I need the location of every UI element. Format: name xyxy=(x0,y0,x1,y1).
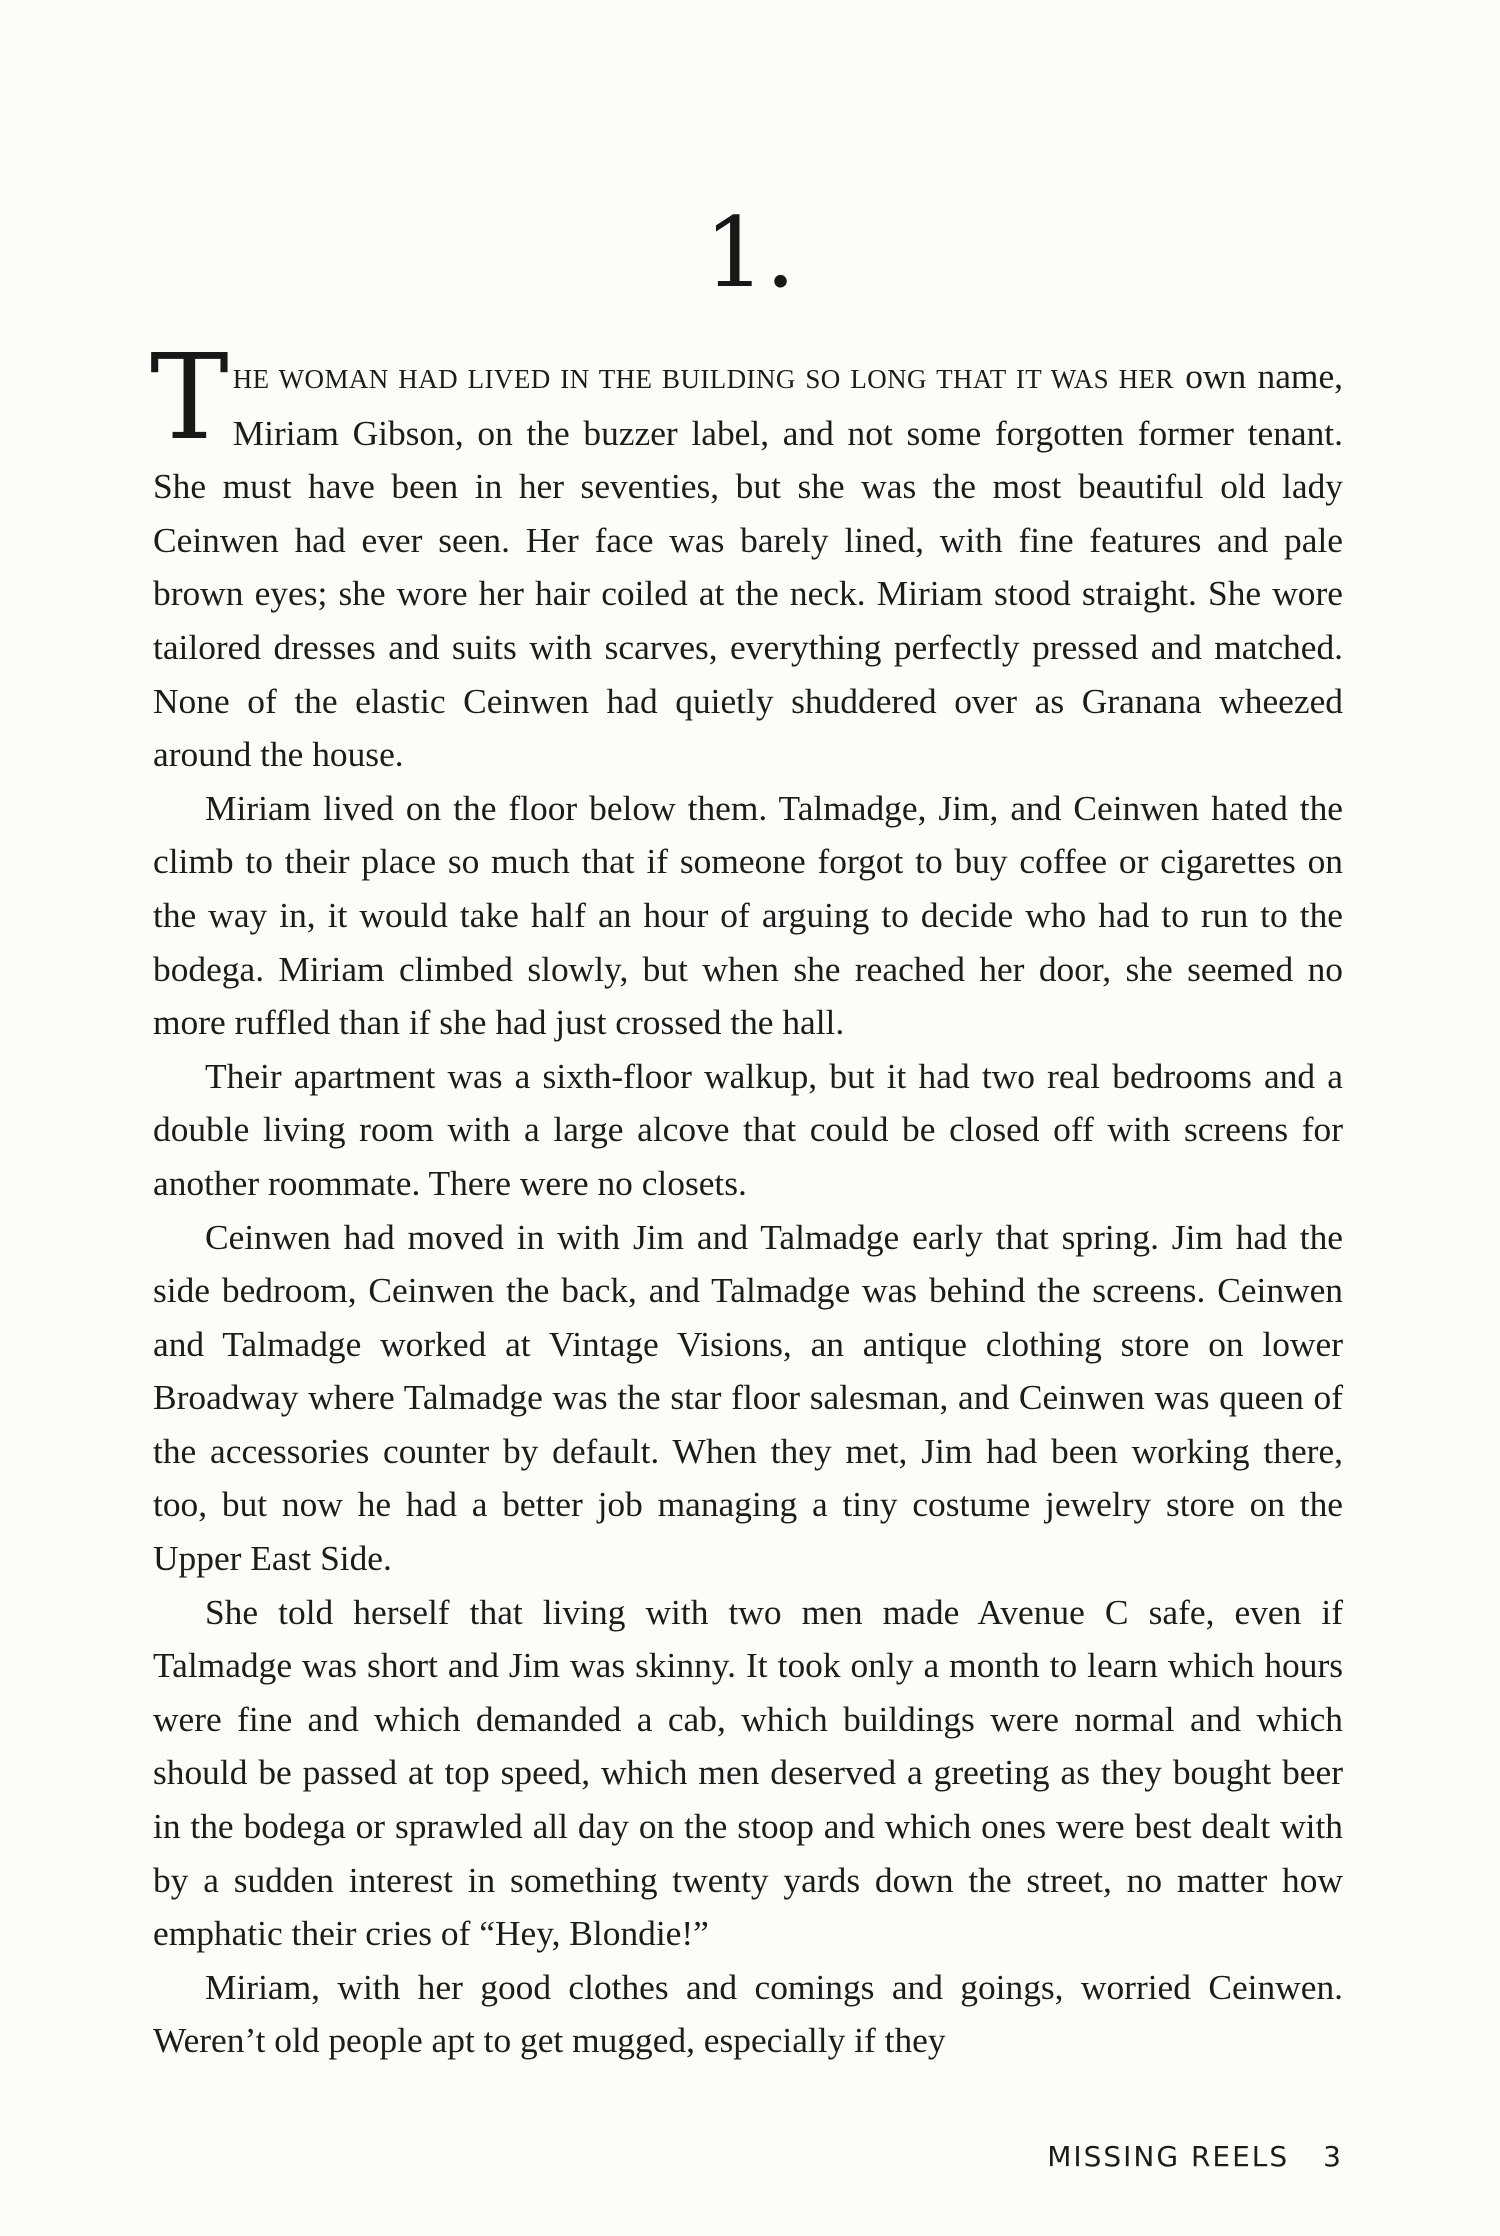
paragraph-2: Miriam lived on the floor below them. Talmadge, Jim, and Ceinwen hated the climb to their place so much that if someone forgot to buy coffee or cigarettes on the way in, it would take half an hour of arguing to decide who had to run to the bodega. Miriam climbed slowly, but when she reached her door, she seemed no more ruffled than if she had just crossed the hall. xyxy=(153,787,1343,1043)
running-title: MISSING REELS xyxy=(1047,2140,1290,2173)
paragraph-3: Their apartment was a sixth-floor walkup, but it had two real bedrooms and a double living room with a large alcove that could be closed off with screens for another roommate. There were no closets. xyxy=(153,1055,1343,1203)
running-footer xyxy=(1047,2140,1343,2173)
body-text xyxy=(150,328,1344,2068)
paragraph-1-text: own name, Miriam Gibson, on the buzzer label, and not some forgotten former tenant. She must have been in her seventies, but she was the most beautiful old lady Ceinwen had ever seen. Her face was barely lined, with fine features and pale brown eyes; she wore her hair coiled at the neck. Miriam stood straight. She wore tailored dresses and suits with scarves, everything perfectly pressed and matched. None of the elastic Ceinwen had quietly shuddered over as Granana wheezed around the house. xyxy=(153,356,1344,775)
chapter-number: 1. xyxy=(704,197,796,309)
drop-cap: T xyxy=(150,328,229,466)
opening-small-caps: HE WOMAN HAD LIVED IN THE BUILDING SO LONG THAT IT WAS HER xyxy=(232,364,1174,394)
paragraph-6: Miriam, with her good clothes and comings and goings, worried Ceinwen. Weren’t old people apt to get mugged, especially if they xyxy=(153,1966,1343,2061)
paragraph-4: Ceinwen had moved in with Jim and Talmadge early that spring. Jim had the side bedroom, Ceinwen the back, and Talmadge was behind the screens. Ceinwen and Talmadge worked at Vintage Visions, an antique clothing store on lower Broadway where Talmadge was the star floor salesman, and Ceinwen was queen of the accessories counter by default. When they met, Jim had been working there, too, but now he had a better job managing a tiny costume jewelry store on the Upper East Side. xyxy=(153,1216,1343,1579)
paragraph-1 xyxy=(150,328,1344,782)
page-number: 3 xyxy=(1323,2140,1343,2173)
paragraph-5: She told herself that living with two men made Avenue C safe, even if Talmadge was short and Jim was skinny. It took only a month to learn which hours were fine and which demanded a cab, which buildings were normal and which should be passed at top speed, which men deserved a greeting as they bought beer in the bodega or sprawled all day on the stoop and which ones were best dealt with by a sudden interest in something twenty yards down the street, no matter how emphatic their cries of “Hey, Blondie!” xyxy=(153,1591,1343,1954)
